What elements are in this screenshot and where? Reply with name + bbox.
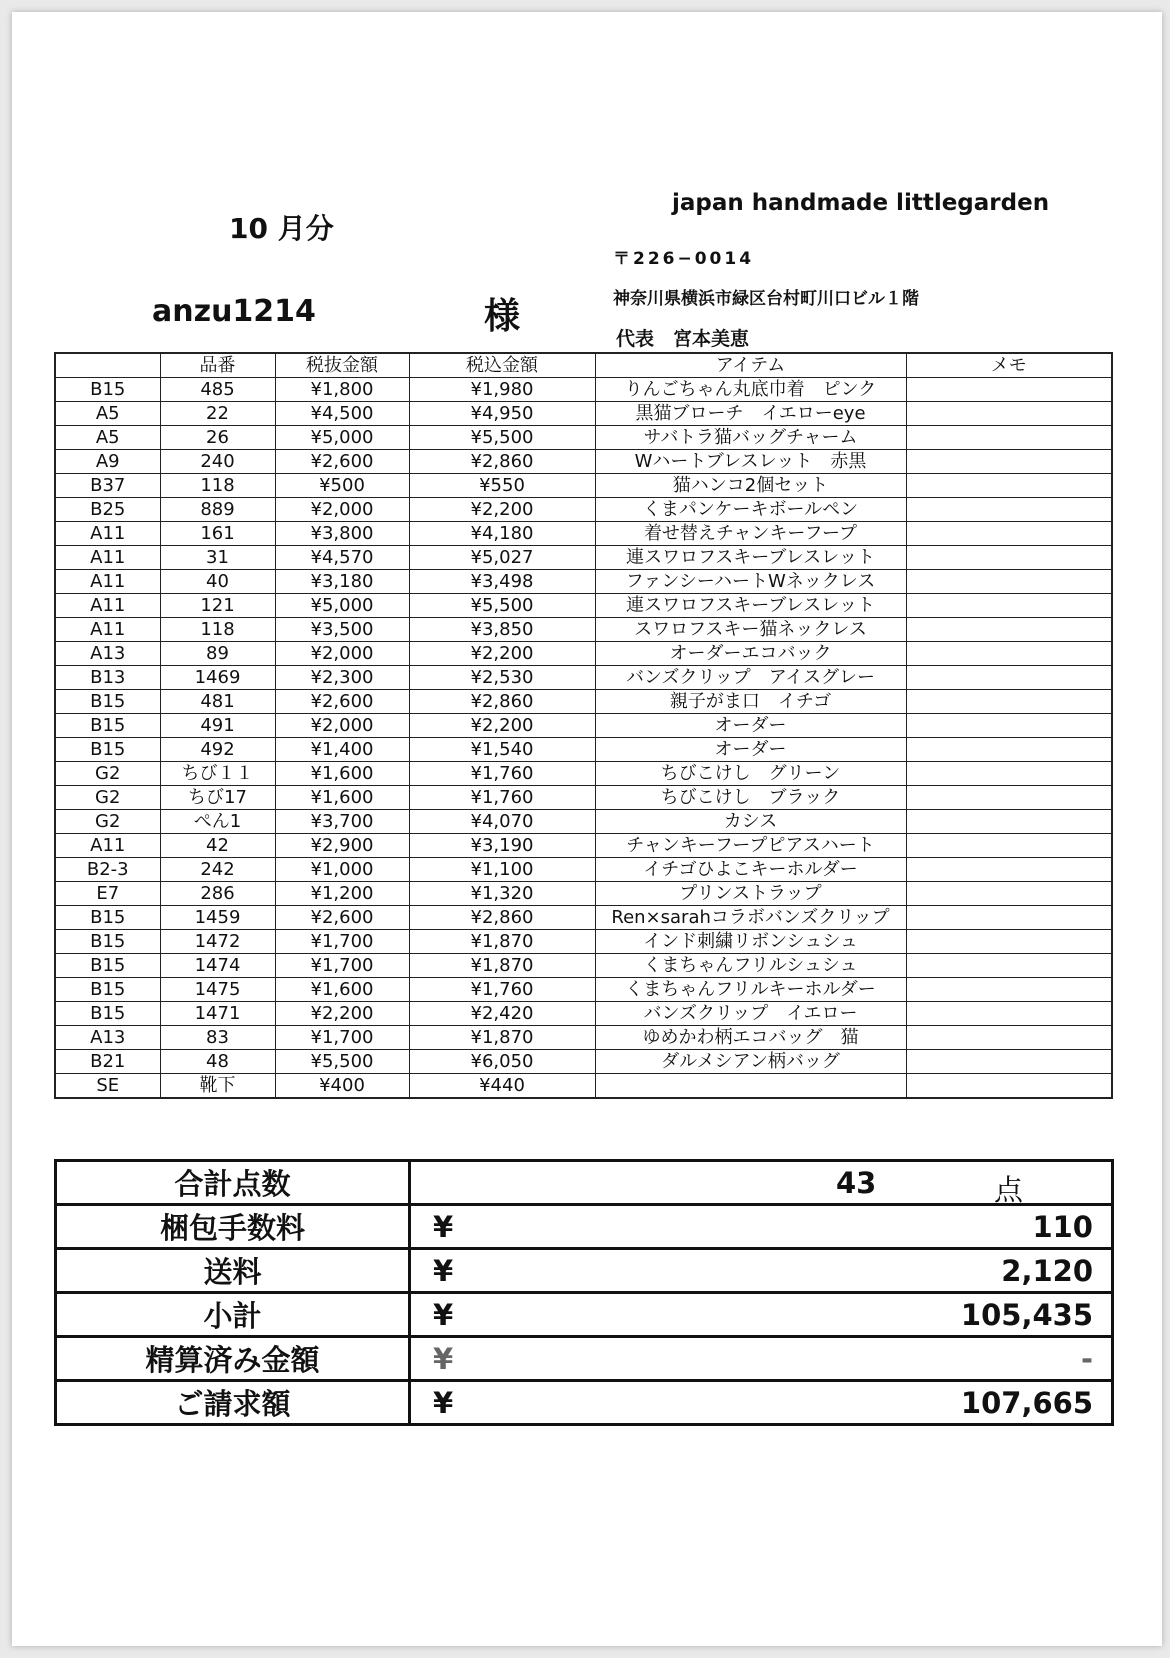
table-row xyxy=(55,594,1112,618)
item-code: B15 xyxy=(55,1002,160,1026)
yen-sign: ¥ xyxy=(433,1298,454,1332)
price-incl-tax: ¥1,760 xyxy=(409,786,595,810)
memo xyxy=(906,810,1112,834)
price-incl-tax: ¥3,850 xyxy=(409,618,595,642)
invoice-label: ご請求額 xyxy=(56,1381,410,1425)
memo xyxy=(906,882,1112,906)
price-excl-tax: ¥2,200 xyxy=(275,1002,409,1026)
memo xyxy=(906,474,1112,498)
item-code: G2 xyxy=(55,762,160,786)
table-row xyxy=(55,906,1112,930)
memo xyxy=(906,378,1112,402)
item-code: A11 xyxy=(55,522,160,546)
memo xyxy=(906,498,1112,522)
item-number: ちび１１ xyxy=(160,762,275,786)
column-header: アイテム xyxy=(595,353,906,378)
table-row xyxy=(55,762,1112,786)
item-name: スワロフスキー猫ネックレス xyxy=(595,618,906,642)
table-row xyxy=(55,810,1112,834)
price-excl-tax: ¥3,180 xyxy=(275,570,409,594)
item-number: 83 xyxy=(160,1026,275,1050)
honorific: 様 xyxy=(484,296,521,337)
price-incl-tax: ¥1,760 xyxy=(409,762,595,786)
price-incl-tax: ¥1,870 xyxy=(409,954,595,978)
item-name: バンズクリップ アイスグレー xyxy=(595,666,906,690)
price-incl-tax: ¥1,870 xyxy=(409,1026,595,1050)
price-incl-tax: ¥3,190 xyxy=(409,834,595,858)
price-excl-tax: ¥5,000 xyxy=(275,594,409,618)
table-row xyxy=(55,786,1112,810)
memo xyxy=(906,906,1112,930)
table-row xyxy=(55,1002,1112,1026)
price-excl-tax: ¥2,900 xyxy=(275,834,409,858)
item-code: B25 xyxy=(55,498,160,522)
item-number: 42 xyxy=(160,834,275,858)
shipping-label: 送料 xyxy=(56,1249,410,1293)
item-code: A9 xyxy=(55,450,160,474)
postal-code: 〒226−0014 xyxy=(613,249,755,269)
memo xyxy=(906,978,1112,1002)
price-excl-tax: ¥400 xyxy=(275,1074,409,1099)
memo xyxy=(906,618,1112,642)
memo xyxy=(906,426,1112,450)
memo xyxy=(906,522,1112,546)
table-row xyxy=(55,714,1112,738)
item-code: B15 xyxy=(55,906,160,930)
item-number: 1472 xyxy=(160,930,275,954)
item-name: ちびこけし グリーン xyxy=(595,762,906,786)
price-incl-tax: ¥550 xyxy=(409,474,595,498)
summary-row-subtotal xyxy=(56,1293,1113,1337)
price-excl-tax: ¥1,700 xyxy=(275,954,409,978)
customer-name: anzu1214 xyxy=(152,294,316,329)
item-number: 286 xyxy=(160,882,275,906)
memo xyxy=(906,546,1112,570)
item-name: 連スワロフスキーブレスレット xyxy=(595,546,906,570)
column-header: 品番 xyxy=(160,353,275,378)
memo xyxy=(906,690,1112,714)
packing-fee-value: 110 xyxy=(1032,1210,1093,1244)
column-header xyxy=(55,353,160,378)
table-row xyxy=(55,426,1112,450)
settled-value: - xyxy=(1080,1342,1093,1376)
item-number: 40 xyxy=(160,570,275,594)
item-name: 親子がま口 イチゴ xyxy=(595,690,906,714)
memo xyxy=(906,666,1112,690)
table-row xyxy=(55,978,1112,1002)
yen-sign: ¥ xyxy=(433,1386,454,1420)
item-number: 485 xyxy=(160,378,275,402)
item-number: 118 xyxy=(160,618,275,642)
memo xyxy=(906,594,1112,618)
item-number: 1474 xyxy=(160,954,275,978)
item-number: 89 xyxy=(160,642,275,666)
price-incl-tax: ¥4,070 xyxy=(409,810,595,834)
item-code: B15 xyxy=(55,930,160,954)
price-incl-tax: ¥1,540 xyxy=(409,738,595,762)
item-code: A11 xyxy=(55,594,160,618)
item-name: ちびこけし ブラック xyxy=(595,786,906,810)
table-row xyxy=(55,738,1112,762)
summary-row-shipping xyxy=(56,1249,1113,1293)
item-name: イチゴひよこキーホルダー xyxy=(595,858,906,882)
item-name xyxy=(595,1074,906,1099)
item-number: 118 xyxy=(160,474,275,498)
items-table xyxy=(54,352,1113,1099)
memo xyxy=(906,762,1112,786)
price-incl-tax: ¥5,500 xyxy=(409,594,595,618)
item-name: Ren×sarahコラボバンズクリップ xyxy=(595,906,906,930)
table-row xyxy=(55,474,1112,498)
item-code: A11 xyxy=(55,618,160,642)
item-code: A11 xyxy=(55,834,160,858)
price-incl-tax: ¥3,498 xyxy=(409,570,595,594)
column-header: 税抜金額 xyxy=(275,353,409,378)
item-name: サバトラ猫バッグチャーム xyxy=(595,426,906,450)
item-code: G2 xyxy=(55,786,160,810)
item-name: ファンシーハートWネックレス xyxy=(595,570,906,594)
item-code: B2-3 xyxy=(55,858,160,882)
item-name: Wハートブレスレット 赤黒 xyxy=(595,450,906,474)
price-excl-tax: ¥1,800 xyxy=(275,378,409,402)
item-code: B13 xyxy=(55,666,160,690)
item-number: 121 xyxy=(160,594,275,618)
item-number: ぺん1 xyxy=(160,810,275,834)
table-row xyxy=(55,402,1112,426)
subtotal-value: 105,435 xyxy=(960,1298,1093,1332)
total-count-label: 合計点数 xyxy=(56,1161,410,1205)
memo xyxy=(906,1074,1112,1099)
price-excl-tax: ¥3,700 xyxy=(275,810,409,834)
item-name: オーダーエコバック xyxy=(595,642,906,666)
column-header: メモ xyxy=(906,353,1112,378)
memo xyxy=(906,1026,1112,1050)
price-excl-tax: ¥4,500 xyxy=(275,402,409,426)
representative: 代表 宮本美恵 xyxy=(616,328,750,350)
price-excl-tax: ¥3,800 xyxy=(275,522,409,546)
item-name: ゆめかわ柄エコバッグ 猫 xyxy=(595,1026,906,1050)
item-code: B15 xyxy=(55,690,160,714)
price-excl-tax: ¥1,400 xyxy=(275,738,409,762)
item-number: 1475 xyxy=(160,978,275,1002)
price-excl-tax: ¥3,500 xyxy=(275,618,409,642)
table-row xyxy=(55,570,1112,594)
item-code: B37 xyxy=(55,474,160,498)
price-incl-tax: ¥1,870 xyxy=(409,930,595,954)
items-header-row xyxy=(55,353,1112,378)
price-excl-tax: ¥1,600 xyxy=(275,786,409,810)
item-name: くまちゃんフリルキーホルダー xyxy=(595,978,906,1002)
price-excl-tax: ¥2,600 xyxy=(275,690,409,714)
item-code: A5 xyxy=(55,402,160,426)
table-row xyxy=(55,666,1112,690)
table-row xyxy=(55,954,1112,978)
item-number: 31 xyxy=(160,546,275,570)
price-excl-tax: ¥500 xyxy=(275,474,409,498)
billing-month: 10 月分 xyxy=(229,212,334,245)
price-excl-tax: ¥5,500 xyxy=(275,1050,409,1074)
table-row xyxy=(55,1050,1112,1074)
price-incl-tax: ¥2,200 xyxy=(409,714,595,738)
item-number: 22 xyxy=(160,402,275,426)
price-incl-tax: ¥2,860 xyxy=(409,450,595,474)
item-code: A5 xyxy=(55,426,160,450)
total-count-unit: 点 xyxy=(994,1173,1024,1207)
yen-sign: ¥ xyxy=(433,1342,454,1376)
item-name: カシス xyxy=(595,810,906,834)
table-row xyxy=(55,642,1112,666)
item-code: SE xyxy=(55,1074,160,1099)
item-number: 491 xyxy=(160,714,275,738)
price-incl-tax: ¥440 xyxy=(409,1074,595,1099)
memo xyxy=(906,738,1112,762)
memo xyxy=(906,1002,1112,1026)
yen-sign: ¥ xyxy=(433,1254,454,1288)
item-code: A11 xyxy=(55,570,160,594)
item-number: 1469 xyxy=(160,666,275,690)
summary-row-invoice xyxy=(56,1381,1113,1425)
item-code: A11 xyxy=(55,546,160,570)
item-code: B15 xyxy=(55,378,160,402)
memo xyxy=(906,714,1112,738)
price-incl-tax: ¥1,980 xyxy=(409,378,595,402)
item-name: インド刺繍リボンシュシュ xyxy=(595,930,906,954)
item-code: B15 xyxy=(55,954,160,978)
item-number: 26 xyxy=(160,426,275,450)
subtotal-label: 小計 xyxy=(56,1293,410,1337)
item-number: 889 xyxy=(160,498,275,522)
table-row xyxy=(55,498,1112,522)
item-code: G2 xyxy=(55,810,160,834)
column-header: 税込金額 xyxy=(409,353,595,378)
item-name: 着せ替えチャンキーフープ xyxy=(595,522,906,546)
item-number: ちび17 xyxy=(160,786,275,810)
memo xyxy=(906,930,1112,954)
price-excl-tax: ¥1,700 xyxy=(275,1026,409,1050)
item-name: 黒猫ブローチ イエローeye xyxy=(595,402,906,426)
price-excl-tax: ¥4,570 xyxy=(275,546,409,570)
table-row xyxy=(55,690,1112,714)
price-excl-tax: ¥2,000 xyxy=(275,714,409,738)
item-name: くまちゃんフリルシュシュ xyxy=(595,954,906,978)
price-excl-tax: ¥1,200 xyxy=(275,882,409,906)
item-code: B15 xyxy=(55,738,160,762)
summary-row-packing-fee xyxy=(56,1205,1113,1249)
item-number: 240 xyxy=(160,450,275,474)
item-name: 猫ハンコ2個セット xyxy=(595,474,906,498)
price-excl-tax: ¥2,300 xyxy=(275,666,409,690)
price-excl-tax: ¥2,600 xyxy=(275,450,409,474)
yen-sign: ¥ xyxy=(433,1210,454,1244)
item-name: チャンキーフープピアスハート xyxy=(595,834,906,858)
memo xyxy=(906,450,1112,474)
price-incl-tax: ¥2,420 xyxy=(409,1002,595,1026)
invoice-value: 107,665 xyxy=(960,1386,1093,1420)
total-count-value: 43 xyxy=(836,1166,877,1200)
item-name: オーダー xyxy=(595,714,906,738)
item-name: バンズクリップ イエロー xyxy=(595,1002,906,1026)
memo xyxy=(906,954,1112,978)
price-incl-tax: ¥5,027 xyxy=(409,546,595,570)
item-name: くまパンケーキボールペン xyxy=(595,498,906,522)
memo xyxy=(906,786,1112,810)
price-excl-tax: ¥1,600 xyxy=(275,978,409,1002)
item-number: 481 xyxy=(160,690,275,714)
price-incl-tax: ¥6,050 xyxy=(409,1050,595,1074)
price-excl-tax: ¥1,600 xyxy=(275,762,409,786)
item-name: 連スワロフスキーブレスレット xyxy=(595,594,906,618)
price-incl-tax: ¥5,500 xyxy=(409,426,595,450)
memo xyxy=(906,642,1112,666)
price-incl-tax: ¥2,200 xyxy=(409,642,595,666)
table-row xyxy=(55,522,1112,546)
price-incl-tax: ¥2,860 xyxy=(409,690,595,714)
item-code: B15 xyxy=(55,714,160,738)
memo xyxy=(906,858,1112,882)
price-excl-tax: ¥2,600 xyxy=(275,906,409,930)
price-incl-tax: ¥2,200 xyxy=(409,498,595,522)
item-code: E7 xyxy=(55,882,160,906)
item-number: 靴下 xyxy=(160,1074,275,1099)
table-row xyxy=(55,378,1112,402)
company-name: japan handmade littlegarden xyxy=(672,190,1050,216)
item-name: ダルメシアン柄バッグ xyxy=(595,1050,906,1074)
table-row xyxy=(55,834,1112,858)
settled-label: 精算済み金額 xyxy=(56,1337,410,1381)
price-excl-tax: ¥2,000 xyxy=(275,642,409,666)
memo xyxy=(906,834,1112,858)
table-row xyxy=(55,1074,1112,1099)
memo xyxy=(906,570,1112,594)
table-row xyxy=(55,618,1112,642)
price-incl-tax: ¥4,180 xyxy=(409,522,595,546)
table-row xyxy=(55,450,1112,474)
table-row xyxy=(55,1026,1112,1050)
price-incl-tax: ¥1,760 xyxy=(409,978,595,1002)
item-code: A13 xyxy=(55,1026,160,1050)
price-incl-tax: ¥4,950 xyxy=(409,402,595,426)
price-excl-tax: ¥2,000 xyxy=(275,498,409,522)
shipping-value: 2,120 xyxy=(1001,1254,1093,1288)
item-code: B15 xyxy=(55,978,160,1002)
price-excl-tax: ¥1,000 xyxy=(275,858,409,882)
table-row xyxy=(55,546,1112,570)
item-number: 48 xyxy=(160,1050,275,1074)
summary-row-settled xyxy=(56,1337,1113,1381)
item-name: オーダー xyxy=(595,738,906,762)
summary-table xyxy=(54,1159,1114,1426)
summary-row-total-count xyxy=(56,1161,1113,1205)
item-number: 492 xyxy=(160,738,275,762)
packing-fee-label: 梱包手数料 xyxy=(56,1205,410,1249)
item-number: 1459 xyxy=(160,906,275,930)
table-row xyxy=(55,882,1112,906)
item-name: プリンストラップ xyxy=(595,882,906,906)
company-address: 神奈川県横浜市緑区台村町川口ビル１階 xyxy=(613,289,919,309)
table-row xyxy=(55,930,1112,954)
item-code: A13 xyxy=(55,642,160,666)
item-code: B21 xyxy=(55,1050,160,1074)
price-incl-tax: ¥1,320 xyxy=(409,882,595,906)
item-number: 1471 xyxy=(160,1002,275,1026)
table-row xyxy=(55,858,1112,882)
price-excl-tax: ¥1,700 xyxy=(275,930,409,954)
invoice-page xyxy=(12,12,1162,1646)
memo xyxy=(906,402,1112,426)
item-number: 161 xyxy=(160,522,275,546)
memo xyxy=(906,1050,1112,1074)
price-incl-tax: ¥2,530 xyxy=(409,666,595,690)
price-excl-tax: ¥5,000 xyxy=(275,426,409,450)
price-incl-tax: ¥2,860 xyxy=(409,906,595,930)
item-name: りんごちゃん丸底巾着 ピンク xyxy=(595,378,906,402)
item-number: 242 xyxy=(160,858,275,882)
price-incl-tax: ¥1,100 xyxy=(409,858,595,882)
